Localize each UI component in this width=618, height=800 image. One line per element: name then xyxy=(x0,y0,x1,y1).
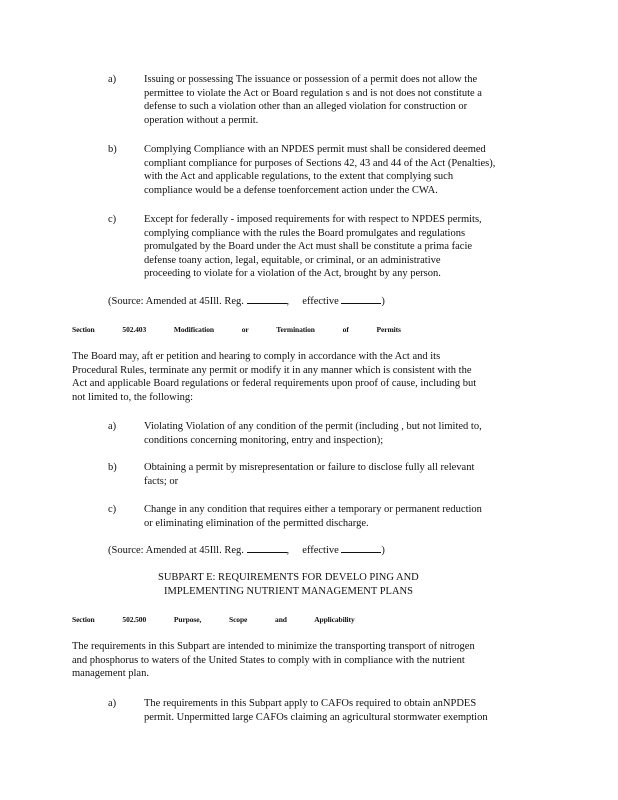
item-label: b) xyxy=(108,462,117,473)
source-note: (Source: Amended at 45Ill. Reg. , effective ) xyxy=(108,545,385,556)
section-title-word: Scope xyxy=(229,615,248,624)
section-number: 502.403 xyxy=(122,325,147,334)
text-line: conditions concerning monitoring, entry and inspection); xyxy=(144,434,384,446)
subpart-line: SUBPART E: REQUIREMENTS FOR DEVELO PING AND xyxy=(158,572,419,583)
section-title-word: Applicability xyxy=(314,615,355,624)
section-title-word: or xyxy=(241,325,249,334)
item-text xyxy=(144,213,544,281)
text-line: Change in any condition that requires either a temporary or permanent reduction xyxy=(144,504,482,515)
text-line: proceeding to violate for a violation of the Act, brought by any person. xyxy=(144,268,441,280)
body-paragraph-requirements xyxy=(72,640,542,681)
item-text xyxy=(144,73,544,127)
item-label: c) xyxy=(108,504,117,515)
section-title-word: Permits xyxy=(376,325,401,334)
text-line: Complying Compliance with an NPDES permit must shall be considered deemed xyxy=(144,144,486,155)
section-title-word: of xyxy=(342,325,349,334)
text-line: facts; or xyxy=(144,475,179,487)
text-line: defense to such a violation other than an alleged violation for construction or xyxy=(144,101,468,113)
section-heading xyxy=(72,615,381,624)
text-line: Violating Violation of any condition of the permit (including , but not limited to, xyxy=(144,421,482,432)
section-title-word: and xyxy=(275,615,287,624)
text-line: compliance would be a defense toenforcement action under the CWA. xyxy=(144,184,438,196)
text-line: and phosphorus to waters of the United States to comply with in compliance with the nutrient xyxy=(72,654,465,666)
text-line: with the Act and applicable regulations, to the extent that complying such xyxy=(144,171,454,183)
item-label: a) xyxy=(108,74,117,85)
text-line: compliant compliance for purposes of Sections 42, 43 and 44 of the Act (Penalties), xyxy=(144,157,496,169)
source-note: (Source: Amended at 45Ill. Reg. , effective ) xyxy=(108,296,385,307)
item-label: b) xyxy=(108,144,117,155)
item-text xyxy=(144,420,544,447)
item-text xyxy=(144,143,544,197)
text-line: Act and applicable Board regulations or federal requirements upon proof of cause, including but xyxy=(72,378,477,390)
text-line: Issuing or possessing The issuance or possession of a permit does not allow the xyxy=(144,74,478,85)
source-prefix: (Source: Amended at 45Ill. Reg. xyxy=(108,296,244,307)
section-word: Section xyxy=(72,325,95,334)
item-label: a) xyxy=(108,698,117,709)
blank-field xyxy=(247,543,287,553)
text-line: Obtaining a permit by misrepresentation or failure to disclose fully all relevant xyxy=(144,462,475,473)
text-line: permit. Unpermitted large CAFOs claiming an agricultural stormwater exemption xyxy=(144,711,488,723)
text-line: promulgated by the Board under the Act must shall be constitute a prima facie xyxy=(144,241,473,253)
section-title-word: Termination xyxy=(276,325,315,334)
text-line: complying compliance with the rules the Board promulgates and regulations xyxy=(144,227,466,239)
section-heading xyxy=(72,325,427,334)
subpart-line: IMPLEMENTING NUTRIENT MANAGEMENT PLANS xyxy=(164,585,413,597)
blank-field xyxy=(341,294,381,304)
source-effective: effective xyxy=(302,296,339,307)
section-number: 502.500 xyxy=(122,615,147,624)
item-text xyxy=(144,503,544,530)
text-line: Except for federally - imposed requirements for with respect to NPDES permits, xyxy=(144,214,482,225)
text-line: The Board may, aft er petition and hearing to comply in accordance with the Act and its xyxy=(72,351,441,362)
section-word: Section xyxy=(72,615,95,624)
text-line: not limited to, the following: xyxy=(72,391,194,403)
item-label: a) xyxy=(108,421,117,432)
section-title-word: Purpose, xyxy=(173,615,202,624)
source-effective: effective xyxy=(302,545,339,556)
text-line: permittee to violate the Act or Board regulation s and is not does not constitute a xyxy=(144,87,482,99)
item-text xyxy=(144,697,544,724)
text-line: Procedural Rules, terminate any permit or modify it in any manner which is consistent with the xyxy=(72,364,472,376)
item-label: c) xyxy=(108,214,117,225)
text-line: management plan. xyxy=(72,668,149,680)
text-line: The requirements in this Subpart are intended to minimize the transporting transport of nitrogen xyxy=(72,641,475,652)
body-paragraph-board xyxy=(72,350,542,404)
text-line: operation without a permit. xyxy=(144,114,259,126)
section-title-word: Modification xyxy=(173,325,214,334)
blank-field xyxy=(247,294,287,304)
text-line: or eliminating elimination of the permitted discharge. xyxy=(144,517,369,529)
source-prefix: (Source: Amended at 45Ill. Reg. xyxy=(108,545,244,556)
blank-field xyxy=(341,543,381,553)
text-line: defense toany action, legal, equitable, or criminal, or an administrative xyxy=(144,254,441,266)
text-line: The requirements in this Subpart apply to CAFOs required to obtain anNPDES xyxy=(144,698,477,709)
subpart-heading xyxy=(158,571,419,598)
item-text xyxy=(144,461,544,488)
